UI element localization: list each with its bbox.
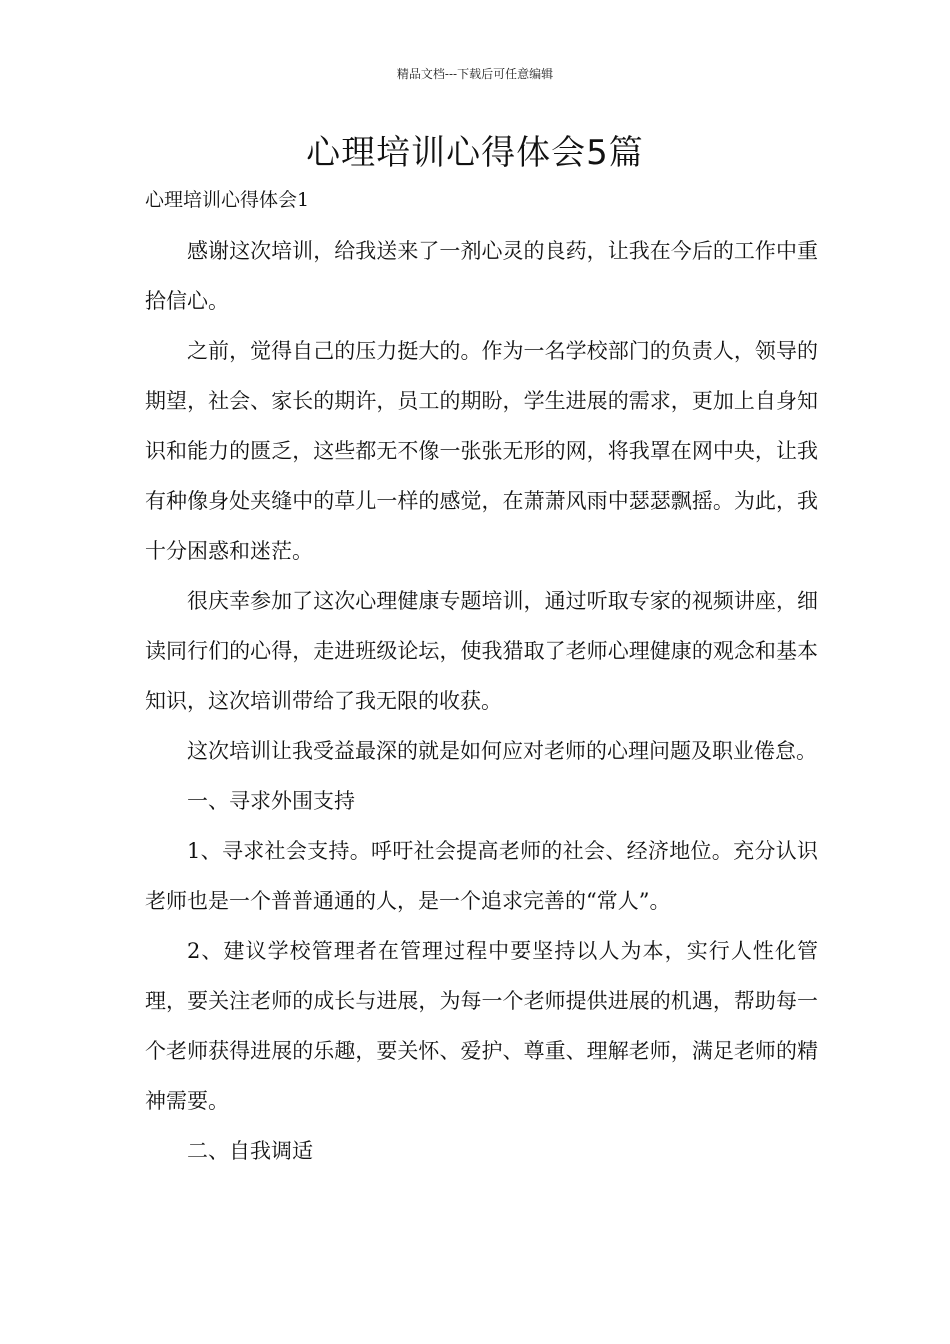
subheading: 二、自我调适	[187, 1139, 313, 1163]
section-label: 心理培训心得体会1	[145, 189, 310, 211]
header-note: 精品文档---下载后可任意编辑	[396, 67, 554, 81]
paragraph: 之前，觉得自己的压力挺大的。作为一名学校部门的负责人，领导的期望，社会、家长的期许，员工的期盼，学生进展的需求，更加上自身知识和能力的匮乏，这些都无不像一张张无形的网，将我罩在网中央，让我有种像身处夹缝中的草儿一样的感觉，在萧萧风雨中瑟瑟飘摇。为此，我十分困惑和迷茫。	[145, 339, 818, 563]
subheading: 一、寻求外围支持	[187, 789, 355, 813]
paragraph: 1、寻求社会支持。呼吁社会提高老师的社会、经济地位。充分认识老师也是一个普普通通的人，是一个追求完善的“常人”。	[145, 839, 818, 913]
body-text	[145, 226, 818, 1176]
document-title: 心理培训心得体会5篇	[306, 133, 644, 173]
paragraph: 2、建议学校管理者在管理过程中要坚持以人为本，实行人性化管理，要关注老师的成长与进展，为每一个老师提供进展的机遇，帮助每一个老师获得进展的乐趣，要关怀、爱护、尊重、理解老师，满足老师的精神需要。	[145, 939, 818, 1113]
paragraph: 感谢这次培训，给我送来了一剂心灵的良药，让我在今后的工作中重拾信心。	[145, 239, 818, 313]
paragraph: 这次培训让我受益最深的就是如何应对老师的心理问题及职业倦怠。	[187, 739, 817, 763]
paragraph: 很庆幸参加了这次心理健康专题培训，通过听取专家的视频讲座，细读同行们的心得，走进班级论坛，使我猎取了老师心理健康的观念和基本知识，这次培训带给了我无限的收获。	[145, 589, 818, 713]
